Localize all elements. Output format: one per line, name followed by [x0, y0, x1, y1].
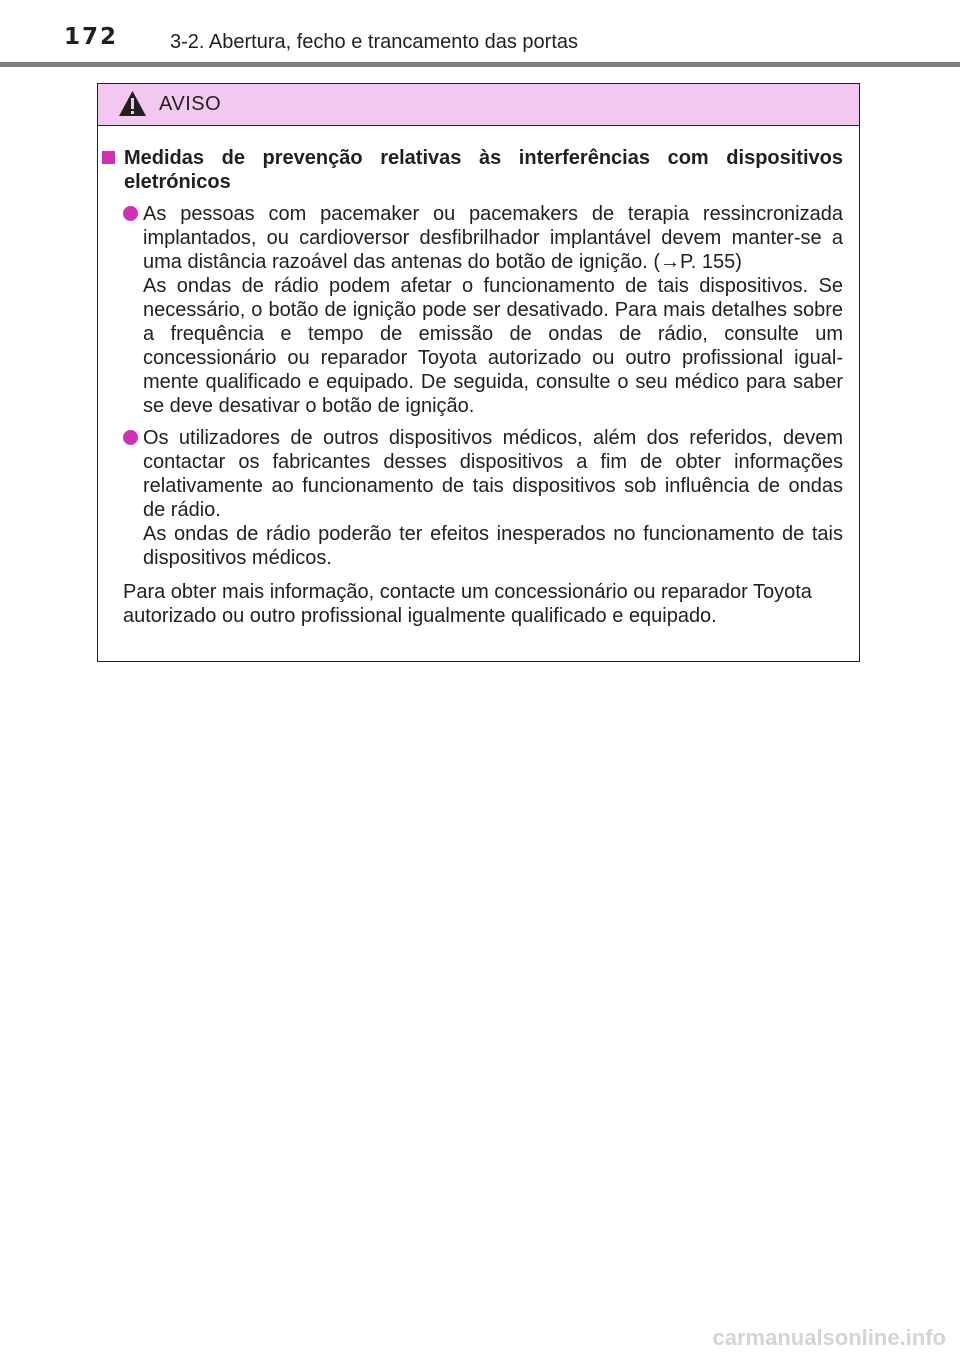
- page-number: 172: [64, 24, 119, 50]
- header-divider: [0, 62, 960, 67]
- warning-body: [98, 126, 859, 628]
- section-title: 3-2. Abertura, fecho e trancamento das portas: [170, 31, 579, 53]
- warning-heading-text: Medidas de prevenção relativas às interferências com dispositivos eletrónicos: [124, 147, 843, 193]
- item-paragraph: As ondas de rádio podem afetar o funcionamento de tais dispositivos. Se necessário, o botão de ignição pode ser desativado. Para mais detalhes sobre a frequência e tempo de emissão de ondas de rádio, consulte um concessionário ou reparador Toyota autorizado ou outro profissional igual-mente qualificado e equipado. De seguida, consulte o seu médico para saber se deve desativar o botão de ignição.: [143, 275, 843, 417]
- list-item: [98, 202, 843, 418]
- contact-note: Para obter mais informação, contacte um concessionário ou reparador Toyota autorizado ou outro profissional igualmente qualificado e equipado.: [123, 581, 812, 627]
- circle-bullet-icon: [123, 430, 138, 445]
- warning-heading: [98, 146, 843, 194]
- square-bullet-icon: [102, 151, 115, 164]
- warning-triangle-icon: [118, 90, 147, 117]
- circle-bullet-icon: [123, 206, 138, 221]
- list-item: [98, 426, 843, 570]
- warning-label: AVISO: [159, 93, 222, 115]
- item-paragraph: As pessoas com pacemaker ou pacemakers de terapia ressincronizada implantados, ou cardioversor desfibrilhador implantável devem manter-se a uma distância razoável das antenas do botão de ignição. (→P. 155): [143, 203, 843, 273]
- item-paragraph: As ondas de rádio poderão ter efeitos inesperados no funcionamento de tais dispositivos médicos.: [143, 523, 843, 569]
- watermark: carmanualsonline.info: [712, 1325, 946, 1350]
- warning-header: [98, 84, 859, 126]
- item-paragraph: Os utilizadores de outros dispositivos médicos, além dos referidos, devem contactar os fabricantes desses dispositivos a fim de obter informações relativamente ao funcionamento de tais dispositivos sob influência de ondas de rádio.: [143, 427, 843, 521]
- warning-box: [97, 83, 860, 662]
